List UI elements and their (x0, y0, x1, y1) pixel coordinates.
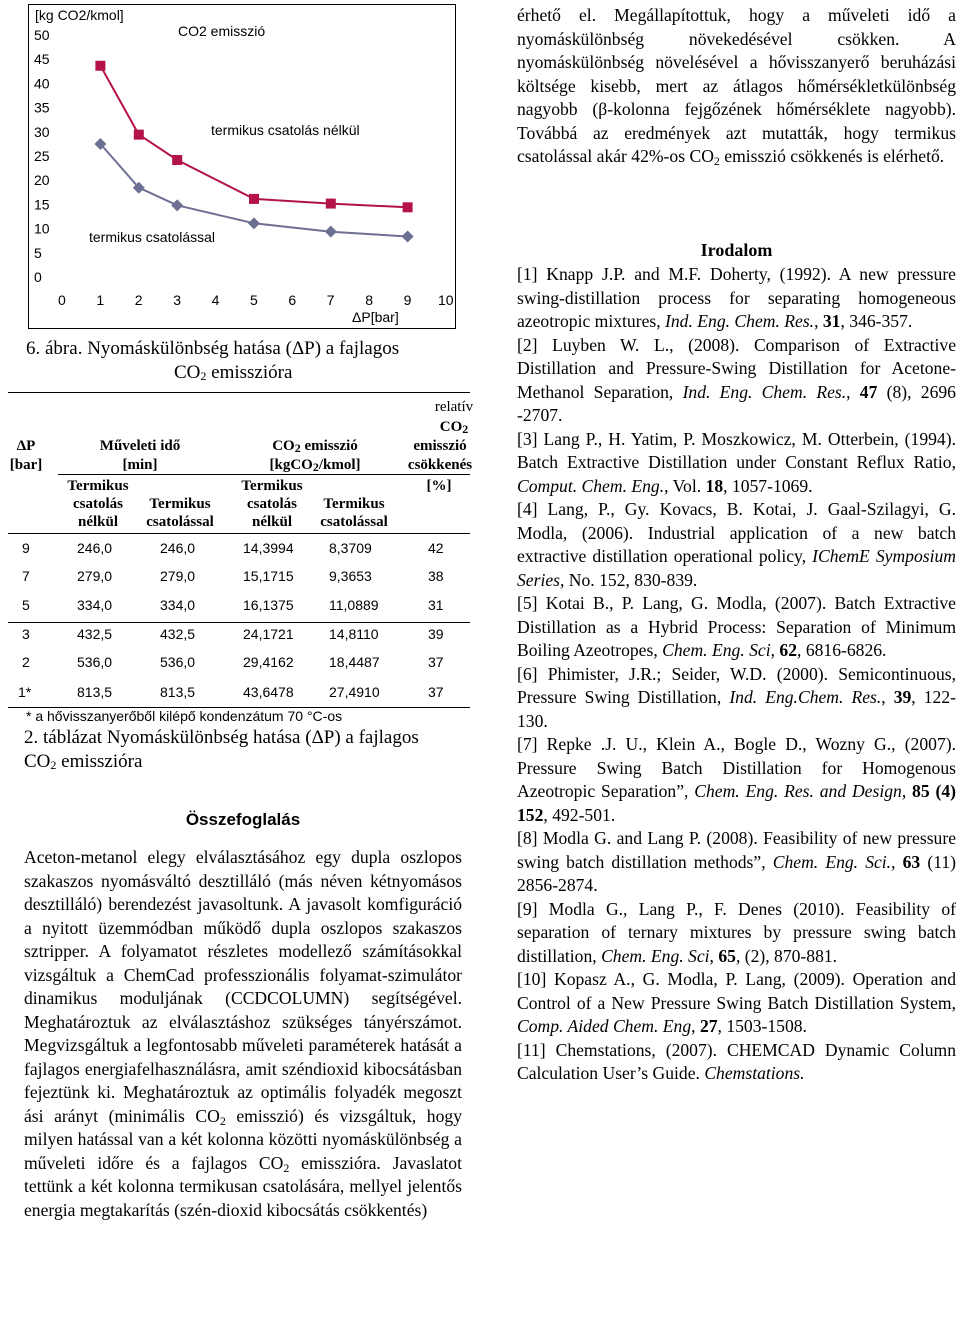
figure-caption-line1: 6. ábra. Nyomáskülönbség hatása (ΔP) a fajlagos (26, 338, 400, 359)
table-cell: 14,3994 (243, 540, 294, 556)
table-row (0, 568, 476, 592)
y-tick-label: 0 (34, 269, 42, 285)
table-cell: 432,5 (160, 626, 196, 642)
table-cell: 24,1721 (243, 626, 294, 642)
hdr-co2-without-3: nélkül (251, 514, 293, 530)
hdr-time-without-2: csatolás (73, 496, 123, 512)
table-cell: 536,0 (160, 654, 196, 670)
x-tick-label: 2 (134, 292, 143, 308)
hdr-co2-without-2: csatolás (247, 496, 297, 512)
data-point-square (326, 199, 336, 209)
table-cell: 7 (22, 568, 30, 584)
y-tick-label: 30 (34, 123, 50, 140)
table-group-rule (8, 622, 470, 623)
conclusion-paragraph: érhető el. Megállapítottuk, hogy a műveleti idő a nyomáskülönbség növekedésével csökken. A nyomáskülönbség növelésével a hővisszanyerő beruházási költsége kisebb, mert az átlagos hőmérsékletkülönbség nagyobb (β-kolonna fejgőzének hőmérséklete nagyobb). Továbbá az eredmények azt mutatták, hogy termikus csatolással akár 42%-os $CO_2$ emisszió csökkenés is elérhető. (517, 5, 956, 168)
hdr-time-unit: [min] (122, 457, 158, 473)
table-mid-rule-2 (400, 474, 470, 475)
hdr-time-without-1: Termikus (67, 478, 129, 494)
table-cell: 42 (428, 540, 444, 556)
hdr-dp: ΔP (16, 438, 36, 454)
table-caption-line2: CO2 emisszióra (24, 751, 143, 772)
chart-title: CO2 emisszió (178, 23, 266, 39)
hdr-rel-4: csökkenés (407, 457, 473, 473)
hdr-dp-unit: [bar] (9, 457, 43, 473)
table-cell: 11,0889 (329, 597, 379, 613)
data-point-square (95, 61, 105, 71)
table-cell: 9,3653 (329, 568, 372, 584)
reference-item: [1] Knapp J.P. and M.F. Doherty, (1992). A new pressure swing-distillation process for separating homogeneous azeotropic mixtures, Ind. Eng. Chem. Res., 31, 346-357. (517, 264, 956, 331)
table-row (0, 684, 476, 708)
x-tick-label: 3 (173, 292, 181, 308)
hdr-time-with-1: Termikus (149, 496, 211, 512)
table-header-rule (8, 533, 470, 534)
reference-item: [6] Phimister, J.R.; Seider, W.D. (2000). Semicontinuous, Pressure Swing Distillation, Ind. Eng.Chem. Res., 39, 122-130. (517, 663, 956, 731)
table-row (0, 540, 476, 564)
table-cell: 3 (22, 626, 30, 642)
summary-paragraph: Aceton-metanol elegy elválasztásához egy dupla oszlopos szakaszos nyomásváltó desztilláló (más néven kétnyomásos desztilláló) berendezést javasoltunk. A javasolt komfiguráció a nyitott üzemmódban működő dupla oszlopos szakaszos sztripper. A folyamatot részletes modellező számításokkal vizsgáltuk a ChemCad professzionális folyamat-szimulátor dinamikus moduljának (CCDCOLUMN) segítségével. Meghatároztuk az elválasztáshoz szükséges tányérszámot. Megvizsgáltuk a legfontosabb műveleti paraméterek hatását a fajlagos energiafelhasználásra, amit széndioxid kibocsátásban fejeztünk ki. Meghatároztuk az optimális folyadék megoszt ási arányt (minimális $CO_2$ emisszió) és vizsgáltuk, hogy milyen hatással van a két kolonna közötti nyomáskülönbség a műveleti időre és a fajlagos $CO_2$ emisszióra. Javaslatot tettünk a két kolonna termikusan csatolására, mellyel jelentős energia megtakarítás (szén-dioxid kibocsátás csökkentés) (24, 847, 462, 1220)
summary-heading: Összefoglalás (185, 810, 301, 829)
hdr-co2: CO2 emisszió (272, 438, 358, 455)
table-cell: 31 (428, 597, 444, 613)
hdr-co2-unit: [kgCO2/kmol] (269, 457, 361, 474)
table-row (0, 597, 476, 621)
table-cell: 15,1715 (243, 568, 294, 584)
table-cell: 14,8110 (329, 626, 379, 642)
hdr-time-without-3: nélkül (77, 514, 119, 530)
reference-item: [11] Chemstations, (2007). CHEMCAD Dynamic Column Calculation User’s Guide. Chemstations. (517, 1039, 956, 1083)
figure-caption-line2: CO2 emisszióra (174, 362, 293, 383)
reference-item: [3] Lang P., H. Yatim, P. Moszkowicz, M. Otterbein, (1994). Batch Extractive Distillation under Constant Reflux Ratio, Comput. Chem. Eng., Vol. 18, 1057-1069. (517, 428, 956, 496)
table-cell: 29,4162 (243, 654, 294, 670)
y-tick-label: 5 (34, 244, 42, 261)
y-tick-label: 15 (34, 196, 50, 213)
table-cell: 27,4910 (329, 684, 380, 700)
x-tick-label: 9 (403, 292, 412, 308)
table-caption-line1: 2. táblázat Nyomáskülönbség hatása (ΔP) a fajlagos (24, 727, 419, 748)
hdr-co2-with-1: Termikus (323, 496, 385, 512)
hdr-rel-3: emisszió (413, 438, 467, 454)
table-cell: 2 (22, 654, 30, 670)
table-cell: 5 (22, 597, 30, 613)
chart-ylabel: [kg CO2/kmol] (35, 7, 124, 23)
co2-emission-chart (0, 0, 460, 330)
table-cell: 37 (428, 654, 444, 670)
reference-item: [10] Kopasz A., G. Modla, P. Lang, (2009). Operation and Control of a New Pressure Swing Batch Distillation System, Comp. Aided Chem. Eng, 27, 1503-1508. (517, 969, 956, 1036)
reference-item: [8] Modla G. and Lang P. (2008). Feasibility of new pressure swing batch distillation methods”, Chem. Eng. Sci., 63 (11) 2856-2874. (517, 828, 957, 895)
reference-item: [2] Luyben W. L., (2008). Comparison of Extractive Distillation and Pressure-Swing Distillation for Acetone-Methanol Separation, Ind. Eng. Chem. Res., 47 (8), 2696 -2707. (517, 334, 956, 425)
series-label-without: termikus csatolás nélkül (211, 122, 360, 138)
data-point-square (134, 130, 144, 140)
data-point-square (172, 155, 182, 165)
table-cell: 536,0 (77, 654, 113, 670)
reference-item: [7] Repke .J. U., Klein A., Bogle D., Wozny G., (2007). Pressure Swing Batch Distillation for Homogenous Azeotropic Separation”, Chem. Eng. Res. and Design, 85 (4) 152, 492-501. (517, 734, 956, 825)
y-tick-label: 25 (34, 148, 50, 164)
table-cell: 43,6478 (243, 684, 294, 700)
data-point-diamond (171, 199, 183, 211)
table-cell: 279,0 (160, 568, 196, 584)
x-tick-label: 0 (58, 292, 66, 308)
table-cell: 9 (22, 540, 30, 556)
x-tick-label: 1 (96, 292, 105, 308)
table-cell: 432,5 (77, 626, 113, 642)
table-row (0, 654, 476, 678)
hdr-rel-1: relatív (434, 399, 474, 415)
chart-xlabel: ΔP[bar] (352, 309, 399, 325)
table-cell: 813,5 (160, 684, 196, 700)
x-tick-label: 4 (211, 292, 220, 308)
table-cell: 18,4487 (329, 654, 380, 670)
hdr-time-with-2: csatolással (146, 514, 214, 530)
table-cell: 1* (18, 684, 32, 700)
table-cell: 8,3709 (329, 540, 372, 556)
x-tick-label: 10 (438, 292, 454, 308)
table-cell: 39 (428, 626, 444, 642)
data-point-square (249, 194, 259, 204)
table-cell: 246,0 (160, 540, 196, 556)
table-cell: 813,5 (77, 684, 113, 700)
hdr-co2-without-1: Termikus (241, 478, 303, 494)
table-cell: 37 (428, 684, 444, 700)
table-row (0, 626, 476, 650)
x-tick-label: 5 (250, 292, 258, 308)
reference-item: [4] Lang, P., Gy. Kovacs, B. Kotai, J. Gaal-Szilagyi, G. Modla, (2006). Industrial application of a new batch extractive distillation operational policy, IChemE Symposium Series, No. 152, 830-839. (517, 499, 956, 590)
reference-list (517, 263, 956, 1086)
data-point-diamond (402, 230, 414, 242)
data-point-square (403, 202, 413, 212)
x-tick-label: 8 (365, 292, 373, 308)
hdr-rel-unit: [%] (426, 478, 452, 494)
hdr-rel-2: CO2 (439, 419, 469, 436)
x-tick-label: 6 (288, 292, 297, 308)
x-tick-label: 7 (326, 292, 335, 308)
table-cell: 246,0 (77, 540, 113, 556)
table-mid-rule (58, 474, 403, 475)
table-cell: 38 (428, 568, 444, 584)
reference-item: [5] Kotai B., P. Lang, G. Modla, (2007). Batch Extractive Distillation as a Hybrid Process: Separation of Minimum Boiling Azeotropes, Chem. Eng. Sci, 62, 6816-6826. (517, 593, 956, 660)
references-heading: Irodalom (700, 240, 773, 260)
y-tick-label: 35 (34, 99, 50, 116)
y-tick-label: 50 (34, 27, 50, 43)
data-point-diamond (248, 217, 260, 229)
hdr-time: Műveleti idő (99, 438, 181, 454)
y-tick-label: 10 (34, 220, 50, 237)
table-cell: 279,0 (77, 568, 113, 584)
data-point-diamond (325, 226, 337, 238)
series-label-with: termikus csatolással (89, 229, 216, 245)
table-cell: 16,1375 (243, 597, 294, 613)
y-tick-label: 20 (34, 172, 50, 189)
hdr-co2-with-2: csatolással (320, 514, 388, 530)
table-cell: 334,0 (77, 597, 113, 613)
y-tick-label: 40 (34, 75, 50, 92)
table-top-rule (8, 392, 470, 393)
table-cell: 334,0 (160, 597, 196, 613)
table-footnote: * a hővisszanyerőből kilépő kondenzátum 70 °C-os (26, 708, 343, 724)
y-tick-label: 45 (34, 51, 50, 68)
reference-item: [9] Modla G., Lang P., F. Denes (2010). Feasibility of separation of ternary mixtures by pressure swing batch distillation, Chem. Eng. Sci, 65, (2), 870-881. (517, 898, 956, 966)
